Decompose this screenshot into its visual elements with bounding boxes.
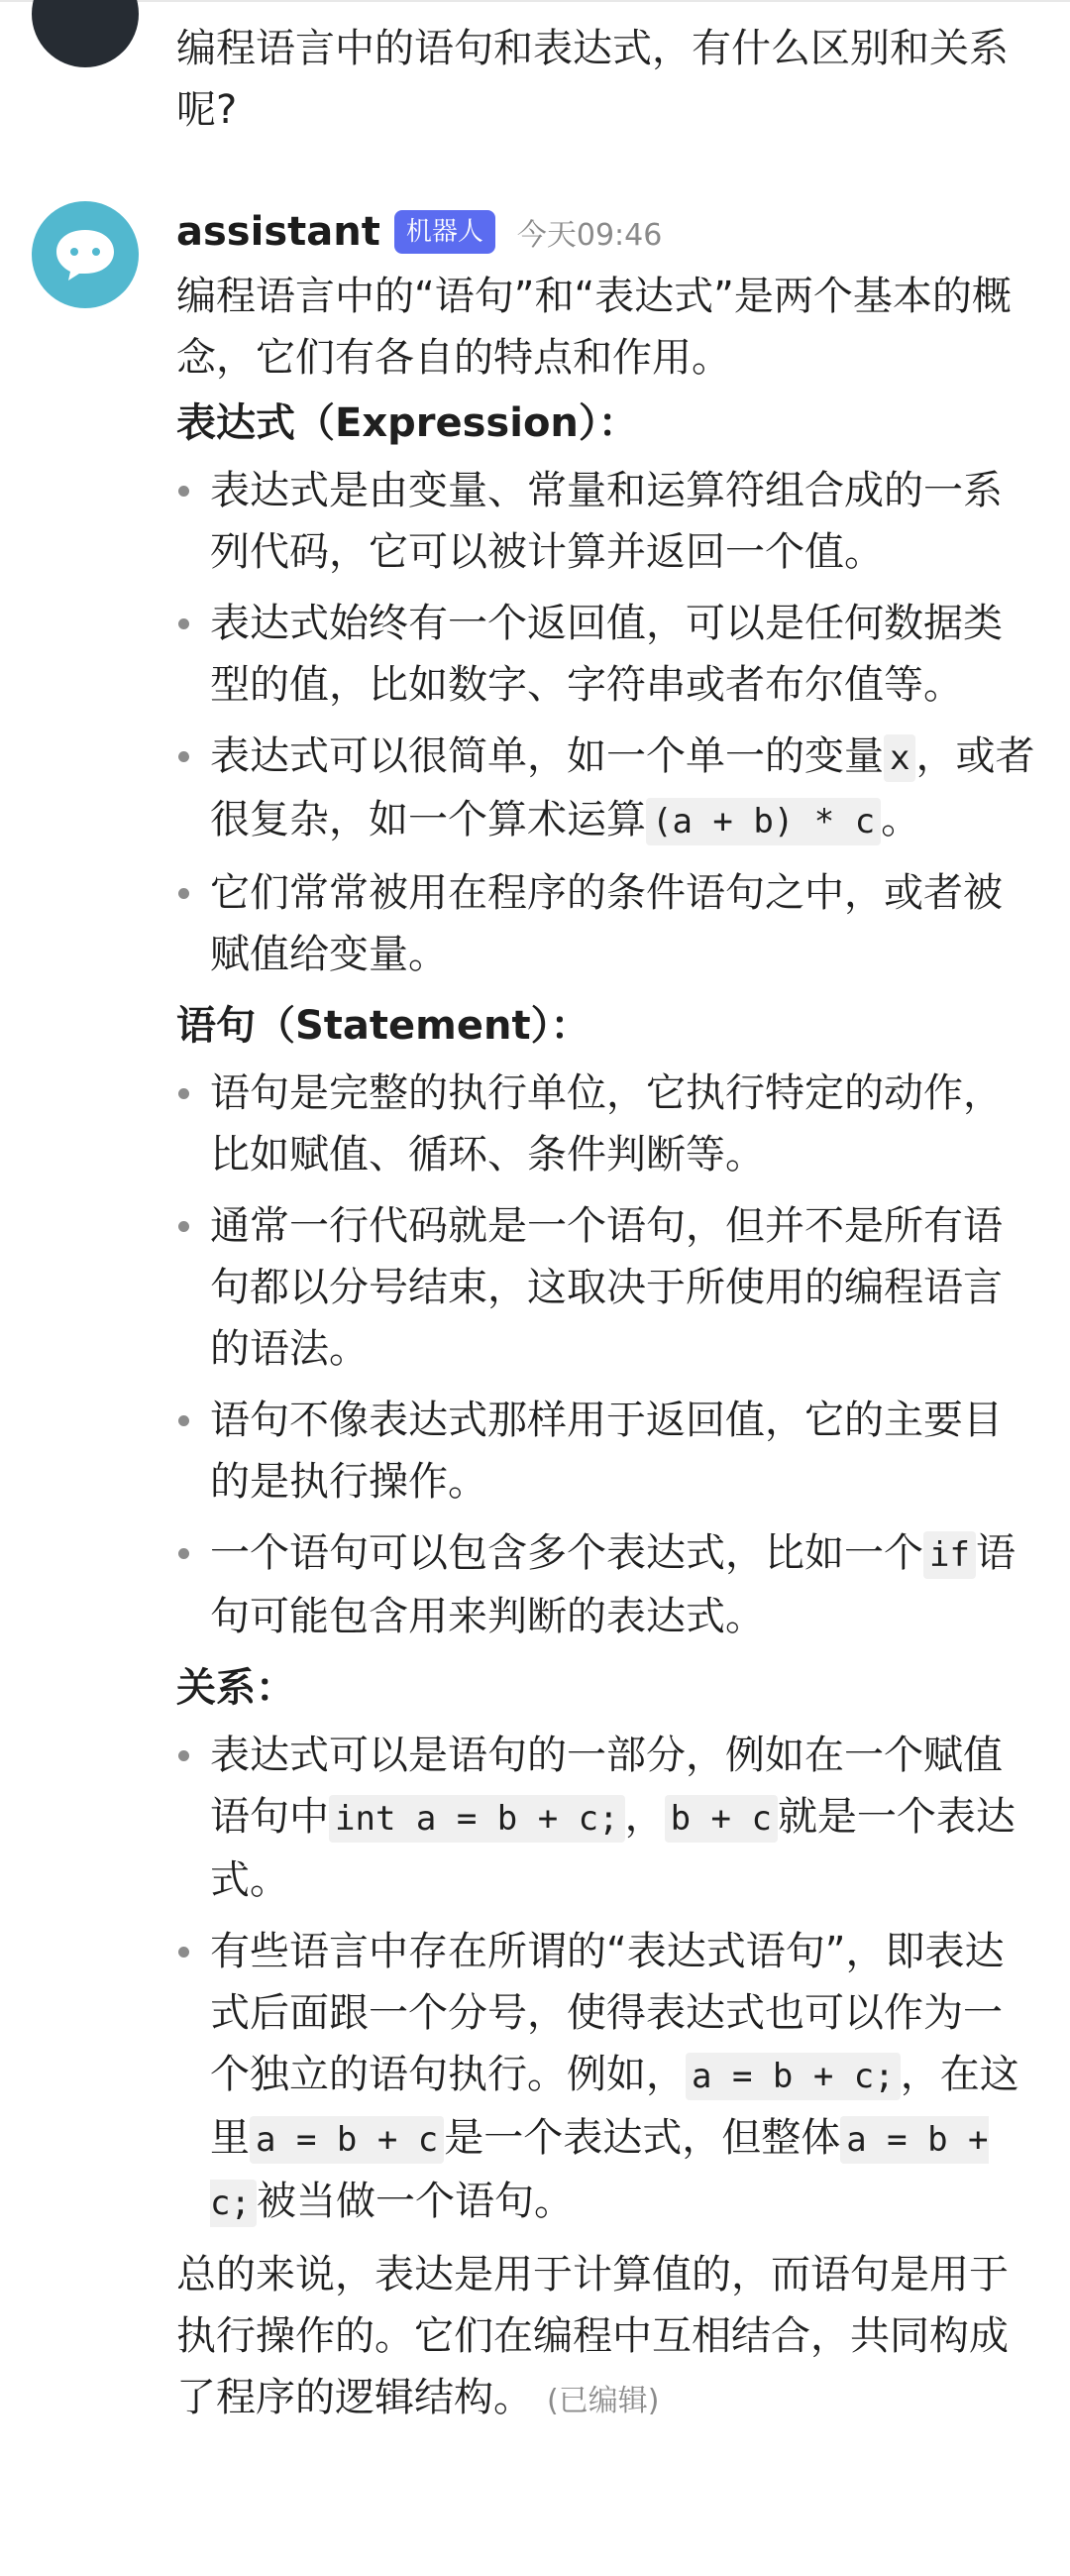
inline-code: if: [923, 1531, 976, 1579]
list-item: 表达式始终有一个返回值，可以是任何数据类型的值，比如数字、字符串或者布尔值等。: [176, 593, 1038, 716]
bullet-icon: [178, 751, 189, 762]
list-item: 语句不像表达式那样用于返回值，它的主要目的是执行操作。: [176, 1390, 1038, 1512]
bullet-icon: [178, 1548, 189, 1559]
inline-code: a = b + c: [250, 2116, 444, 2164]
list-item: 通常一行代码就是一个语句，但并不是所有语句都以分号结束，这取决于所使用的编程语言的语法。: [176, 1195, 1038, 1380]
list-item: 表达式是由变量、常量和运算符组合成的一系列代码，它可以被计算并返回一个值。: [176, 460, 1038, 583]
intro-paragraph: 编程语言中的“语句”和“表达式”是两个基本的概念，它们有各自的特点和作用。: [176, 274, 1012, 381]
message-timestamp: 今天09:46: [516, 218, 663, 253]
inline-code: x: [884, 734, 915, 782]
top-divider: [0, 0, 1070, 2]
list-item: 有些语言中存在所谓的“表达式语句”，即表达式后面跟一个分号，使得表达式也可以作为一个独立的语句执行。例如， a = b + c; ，在这里 a = b + c 是一个表达式，但整体 a = b + c; 被当做一个语句。: [176, 1921, 1038, 2234]
list-item: 语句是完整的执行单位，它执行特定的动作，比如赋值、循环、条件判断等。: [176, 1063, 1038, 1185]
inline-code: a = b + c;: [686, 2053, 901, 2100]
bot-badge: 机器人: [394, 210, 495, 254]
bullet-icon: [178, 1221, 189, 1232]
bullet-icon: [178, 618, 189, 629]
assistant-message: [176, 198, 1038, 2432]
expression-list: [176, 460, 1038, 985]
bullet-icon: [178, 1415, 189, 1426]
inline-code: a = b + c;: [210, 2116, 989, 2227]
bullet-icon: [178, 1947, 189, 1958]
assistant-avatar[interactable]: [32, 201, 139, 308]
list-item: 表达式可以很简单，如一个单一的变量 x ，或者很复杂，如一个算术运算 (a + b) * c 。: [176, 726, 1038, 852]
statement-heading: 语句（Statement）：: [176, 1003, 590, 1049]
message-header: [176, 198, 1038, 266]
expression-heading: 表达式（Expression）：: [176, 400, 638, 446]
chat-bubble-icon: [53, 226, 118, 283]
edited-label: (已编辑): [547, 2384, 660, 2418]
conclusion-paragraph: 总的来说，表达是用于计算值的，而语句是用于执行操作的。它们在编程中互相结合，共同构成了程序的逻辑结构。 (已编辑): [176, 2252, 1009, 2420]
bullet-icon: [178, 1750, 189, 1761]
inline-code: (a + b) * c: [646, 798, 881, 845]
bullet-icon: [178, 1088, 189, 1099]
relation-heading: 关系：: [176, 1665, 295, 1711]
previous-message-text: 编程语言中的语句和表达式，有什么区别和关系呢?: [176, 26, 1009, 133]
list-item: 表达式可以是语句的一部分，例如在一个赋值语句中 int a = b + c; ， b + c 就是一个表达式。: [176, 1725, 1038, 1911]
inline-code: b + c: [665, 1795, 778, 1843]
bullet-icon: [178, 888, 189, 899]
sender-name[interactable]: assistant: [176, 209, 380, 255]
inline-code: int a = b + c;: [329, 1795, 625, 1843]
relation-list: [176, 1725, 1038, 2234]
list-item: 一个语句可以包含多个表达式，比如一个 if 语句可能包含用来判断的表达式。: [176, 1522, 1038, 1647]
user-avatar[interactable]: [32, 0, 139, 67]
bullet-icon: [178, 486, 189, 497]
list-item: 它们常常被用在程序的条件语句之中，或者被赋值给变量。: [176, 862, 1038, 985]
statement-list: [176, 1063, 1038, 1647]
